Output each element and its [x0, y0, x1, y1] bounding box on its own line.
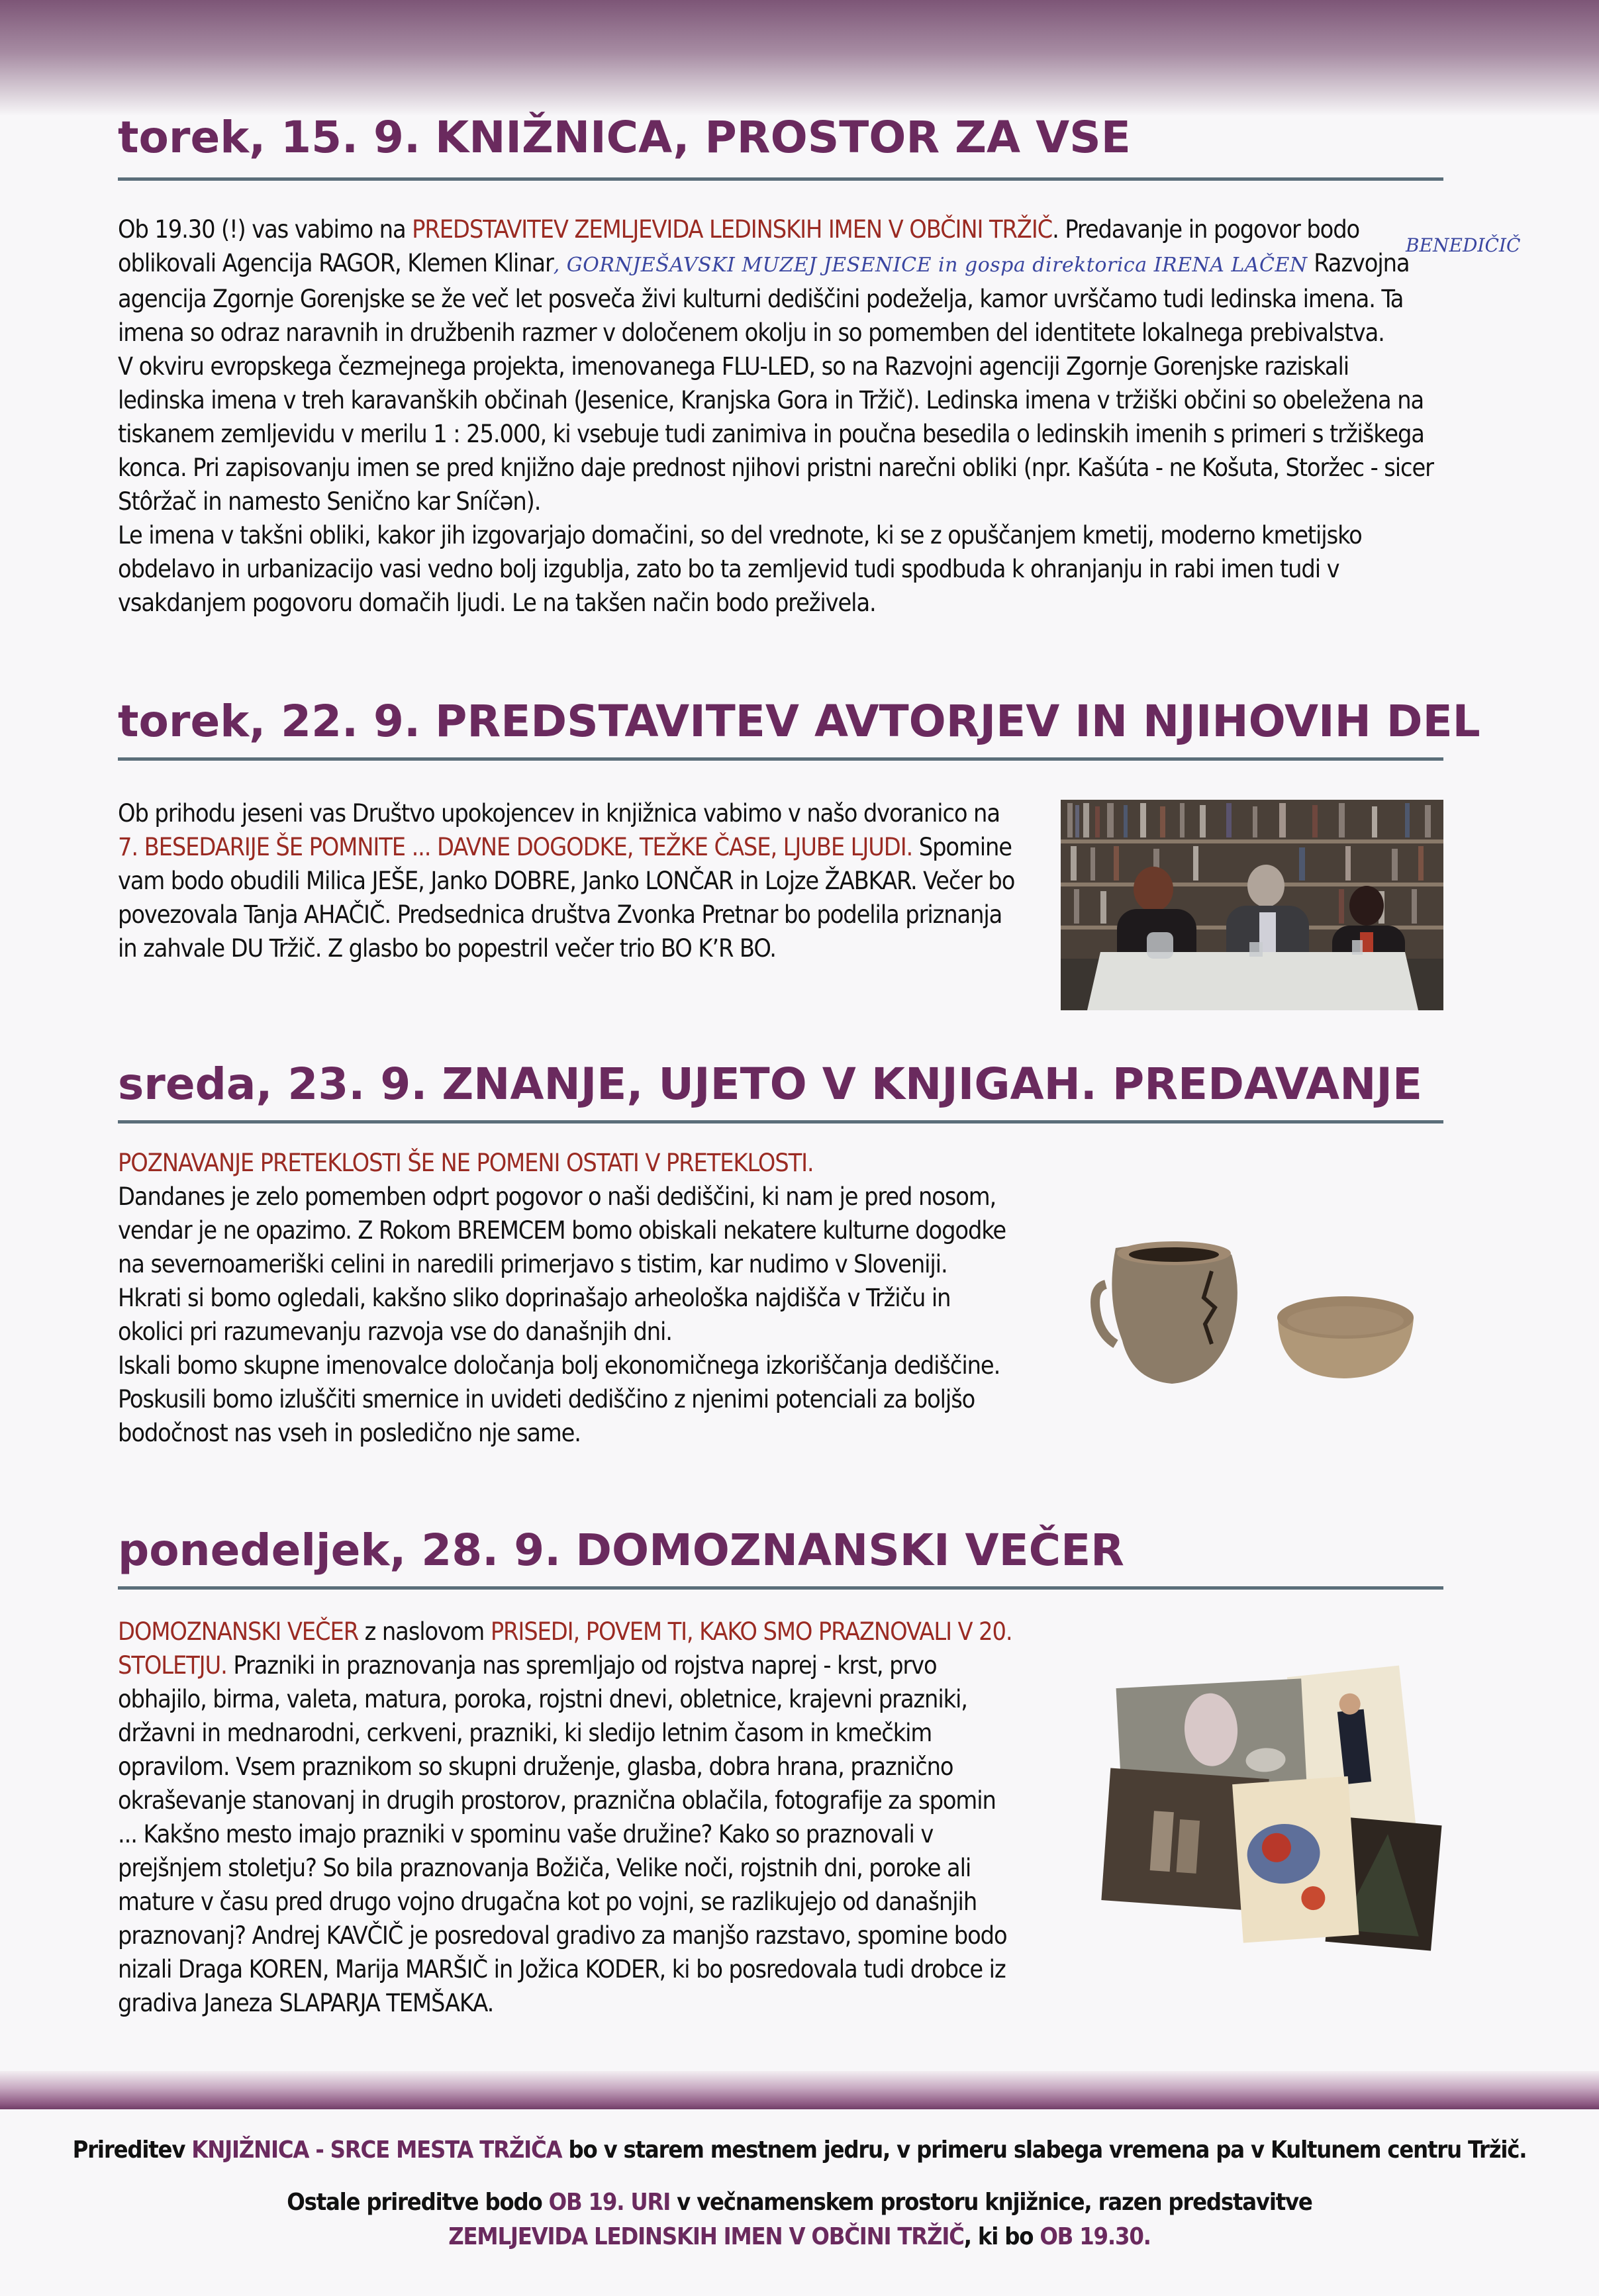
clay-bowl	[1277, 1296, 1414, 1378]
text: Prireditev	[72, 2136, 192, 2164]
text: v večnamenskem prostoru knjižnice, razen predstavitve	[670, 2189, 1312, 2216]
paragraph	[118, 213, 1435, 350]
paragraph: Iskali bomo skupne imenovalce določanja bolj ekonomičnega izkoriščanja dediščine. Poskusili bomo izluščiti smernice in uvideti dediščino z njenimi potenciali za boljšo bodočnost nas vseh in posledično nje same.	[118, 1351, 1000, 1447]
text: Spomine vam bodo obudili Milica JEŠE, Janko DOBRE, Janko LONČAR in Lojze ŽABKAR. Večer bo povezovala Tanja AHAČIČ. Predsednica društva Zvonka Pretnar bo podelila priznanja in zahvale DU Tržič. Z glasbo bo popestril večer trio BO K’R BO.	[118, 832, 1015, 963]
text: . Predavanje in pogovor bodo oblikovali Agencija RAGOR, Klemen Klinar	[118, 215, 1360, 277]
event-body	[118, 213, 1435, 620]
text: Ostale prireditve bodo	[287, 2189, 549, 2216]
highlight-text: 7. BESEDARIJE ŠE POMNITE ... DAVNE DOGODKE, TEŽKE ČASE, LJUBE LJUDI.	[118, 832, 913, 861]
paragraph	[118, 1615, 1015, 2020]
paragraph	[118, 796, 1015, 965]
highlight-text: PREDSTAVITEV ZEMLJEVIDA LEDINSKIH IMEN V OBČINI TRŽIČ	[412, 215, 1053, 244]
highlight-text: KNJIŽNICA - SRCE MESTA TRŽIČA	[191, 2136, 562, 2164]
event-day: sreda, 23. 9.	[118, 1059, 428, 1110]
event-body	[118, 1615, 1015, 2020]
text: Ob 19.30 (!) vas vabimo na	[118, 215, 412, 244]
text: Razvojna agencija Zgornje Gorenjske se že več let posveča živi kulturni dediščini podeželja, kamor uvrščamo tudi ledinska imena. Ta imena so odraz naravnih in družbenih razmer v določenem okolju in so pomemben del identitete lokalnega prebivalstva.	[118, 248, 1410, 347]
vintage-postcards-photo	[1079, 1642, 1450, 1953]
text: Ob prihodu jeseni vas Društvo upokojencev in knjižnica vabimo v našo dvoranico na	[118, 798, 1000, 828]
event-title: DOMOZNANSKI VEČER	[575, 1525, 1124, 1576]
text: bo v starem mestnem jedru, v primeru slabega vremena pa v Kultunem centru Tržič.	[561, 2136, 1527, 2164]
top-gradient-band	[0, 0, 1599, 116]
heading-rule	[118, 1586, 1443, 1590]
event-body	[118, 796, 1015, 965]
heading-rule	[118, 177, 1443, 181]
highlight-text: PRISEDI, POVEM TI, KAKO SMO PRAZNOVALI V 20. STOLETJU.	[118, 1617, 1012, 1680]
heading-rule	[118, 1120, 1443, 1124]
handwritten-annotation-2: BENEDIČIČ	[1406, 234, 1521, 256]
event-title: ZNANJE, UJETO V KNJIGAH. PREDAVANJE	[442, 1059, 1423, 1110]
paragraph: V okviru evropskega čezmejnega projekta, imenovanega FLU-LED, so na Razvojni agenciji Zgornje Gorenjske raziskali ledinska imena v treh karavanških občinah (Jesenice, Kranjska Gora in Tržič). Ledinska imena v tržiški občini so obeležena na tiskanem zemljevidu v merilu 1 : 25.000, ki vsebuje tudi zanimiva in poučna besedila o ledinskih imenih s primeri s tržiškega konca. Pri zapisovanju imen se pred knjižno daje prednost njihovi pristni narečni obliki (npr. Kašúta - ne Košuta, Storžec - sicer Stôržač in namesto Senično kar Sníčən).	[118, 352, 1433, 516]
event-heading	[118, 695, 1480, 748]
text: z naslovom	[358, 1617, 491, 1646]
postcard-santa	[1232, 1776, 1359, 1943]
event-day: ponedeljek, 28. 9.	[118, 1525, 561, 1576]
highlight-text: ZEMLJEVIDA LEDINSKIH IMEN V OBČINI TRŽIČ	[448, 2223, 964, 2250]
highlight-text: OB 19. URI	[548, 2189, 671, 2216]
event-title: PREDSTAVITEV AVTORJEV IN NJIHOVIH DEL	[435, 696, 1480, 747]
clay-jug	[1095, 1241, 1237, 1384]
highlight-text: POZNAVANJE PRETEKLOSTI ŠE NE POMENI OSTATI V PRETEKLOSTI.	[118, 1148, 814, 1177]
bottom-gradient-band	[0, 2071, 1599, 2109]
event-heading	[118, 1058, 1443, 1111]
paragraph: Le imena v takšni obliki, kakor jih izgovarjajo domačini, so del vrednote, ki se z opuščanjem kmetij, moderno kmetijsko obdelavo in urbanizacijo vasi vedno bolj izgublja, zato bo ta zemljevid tudi spodbuda k ohranjanju in rabi imen tudi v vsakdanjem pogovoru domačih ljudi. Le na takšen način bodo preživela.	[118, 520, 1362, 617]
text: , ki bo	[963, 2223, 1040, 2250]
footer-line-1	[0, 2132, 1599, 2168]
event-day: torek, 22. 9.	[118, 696, 421, 747]
archaeological-pottery-photo	[1079, 1225, 1437, 1390]
paragraph: Dandanes je zelo pomemben odprt pogovor o naši dediščini, ki nam je pred nosom, vendar je ne opazimo. Z Rokom BREMCEM bomo obiskali nekatere kulturne dogodke na severnoameriški celini in naredili primerjavo s tistim, kar nudimo v Sloveniji. Hkrati si bomo ogledali, kakšno sliko doprinašajo arheološka najdišča v Tržiču in okolici pri razumevanju razvoja vse do današnjih dni.	[118, 1182, 1006, 1346]
highlight-text: OB 19.30.	[1040, 2223, 1151, 2250]
event-title: KNIŽNICA, PROSTOR ZA VSE	[435, 112, 1131, 163]
event-heading	[118, 1524, 1443, 1577]
footer-line-2	[0, 2185, 1599, 2221]
event-heading	[118, 111, 1443, 164]
highlight-text: DOMOZNANSKI VEČER	[118, 1617, 359, 1646]
event-section-1	[118, 111, 1521, 620]
footer-line-3	[0, 2219, 1599, 2255]
event-body	[118, 1146, 1015, 1450]
text: Prazniki in praznovanja nas spremljajo od rojstva naprej - krst, prvo obhajilo, birma, valeta, matura, poroka, rojstni dnevi, obletnice, krajevni prazniki, državni in mednarodni, cerkveni, prazniki, ki sledijo letnim časom in kmečkim opravilom. Vsem praznikom so skupni druženje, glasba, dobra hrana, praznično okraševanje stanovanj in drugih prostorov, praznična oblačila, fotografije za spomin ... Kakšno mesto imajo prazniki v spominu vaše družine? Kako so praznovali v prejšnjem stoletju? So bila praznovanja Božiča, Velike noči, rojstnih dni, poroke ali mature v času pred drugo vojno drugačna kot po vojni, se razlikujejo od današnjih praznovanj? Andrej KAVČIČ je posredoval gradivo za manjšo razstavo, spomine bodo nizali Draga KOREN, Marija MARŠIČ in Jožica KODER, ki bo posredovala tudi drobce iz gradiva Janeza SLAPARJA TEMŠAKA.	[118, 1650, 1007, 2017]
event-day: torek, 15. 9.	[118, 112, 421, 163]
heading-rule	[118, 757, 1443, 761]
library-panel-photo	[1061, 800, 1443, 1010]
handwritten-annotation: , GORNJEŠAVSKI MUZEJ JESENICE in gospa direktorica IRENA LAČEN	[553, 254, 1308, 277]
